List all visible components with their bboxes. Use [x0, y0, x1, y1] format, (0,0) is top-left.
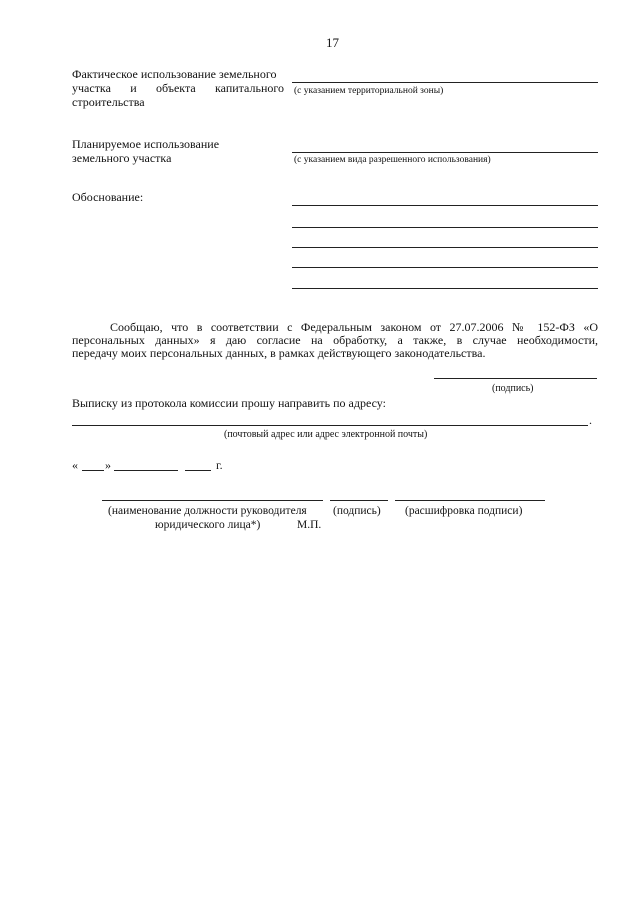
date-month-field[interactable] [114, 470, 178, 471]
actual-use-word-3: объекта [155, 81, 196, 95]
planned-use-field-line[interactable] [292, 152, 598, 153]
position-caption-line1: (наименование должности руководителя [108, 505, 307, 517]
consent-signature-line[interactable] [434, 378, 597, 379]
consent-line-2: персональных данных» я даю согласие на обработку, а также, в случае необходимости, [72, 333, 598, 347]
date-year-suffix: г. [216, 458, 223, 472]
justification-line-4[interactable] [292, 267, 598, 268]
justification-line-3[interactable] [292, 247, 598, 248]
planned-use-label-line1: Планируемое использование [72, 137, 220, 151]
extract-address-hint: (почтовый адрес или адрес электронной почты) [224, 429, 428, 440]
extract-address-end-dot: . [589, 413, 592, 427]
justification-line-2[interactable] [292, 227, 598, 228]
actual-use-word-2: и [130, 81, 137, 95]
planned-use-hint: (с указанием вида разрешенного использования) [294, 155, 491, 165]
signature-caption: (подпись) [333, 505, 381, 517]
consent-line-3: передачу моих персональных данных, в рамках действующего законодательства. [72, 346, 486, 360]
actual-use-label-line3: строительства [72, 95, 145, 109]
page-number: 17 [326, 35, 339, 50]
date-year-field[interactable] [185, 470, 211, 471]
actual-use-label-line2 [72, 81, 284, 95]
justification-label: Обоснование: [72, 190, 144, 204]
actual-use-hint: (с указанием территориальной зоны) [294, 86, 444, 96]
actual-use-label-line1: Фактическое использование земельного [72, 67, 277, 81]
actual-use-word-1: участка [72, 81, 111, 95]
extract-request-text: Выписку из протокола комиссии прошу направить по адресу: [72, 396, 386, 410]
consent-signature-hint: (подпись) [492, 383, 534, 394]
actual-use-word-4: капитального [215, 81, 284, 95]
actual-use-field-line[interactable] [292, 82, 598, 83]
decoding-caption: (расшифровка подписи) [405, 505, 523, 517]
date-open-quote: « [72, 458, 78, 472]
signature-field-line[interactable] [330, 500, 388, 501]
extract-address-line[interactable] [72, 425, 588, 426]
justification-line-5[interactable] [292, 288, 598, 289]
decoding-field-line[interactable] [395, 500, 545, 501]
stamp-caption: М.П. [297, 519, 322, 531]
position-field-line[interactable] [102, 500, 323, 501]
position-caption-line2: юридического лица*) [155, 519, 261, 531]
date-close-quote: » [105, 458, 111, 472]
date-day-field[interactable] [82, 470, 104, 471]
justification-line-1[interactable] [292, 205, 598, 206]
consent-line-1: Сообщаю, что в соответствии с Федеральным законом от 27.07.2006 № 152-ФЗ «О [110, 320, 598, 334]
planned-use-label-line2: земельного участка [72, 151, 172, 165]
